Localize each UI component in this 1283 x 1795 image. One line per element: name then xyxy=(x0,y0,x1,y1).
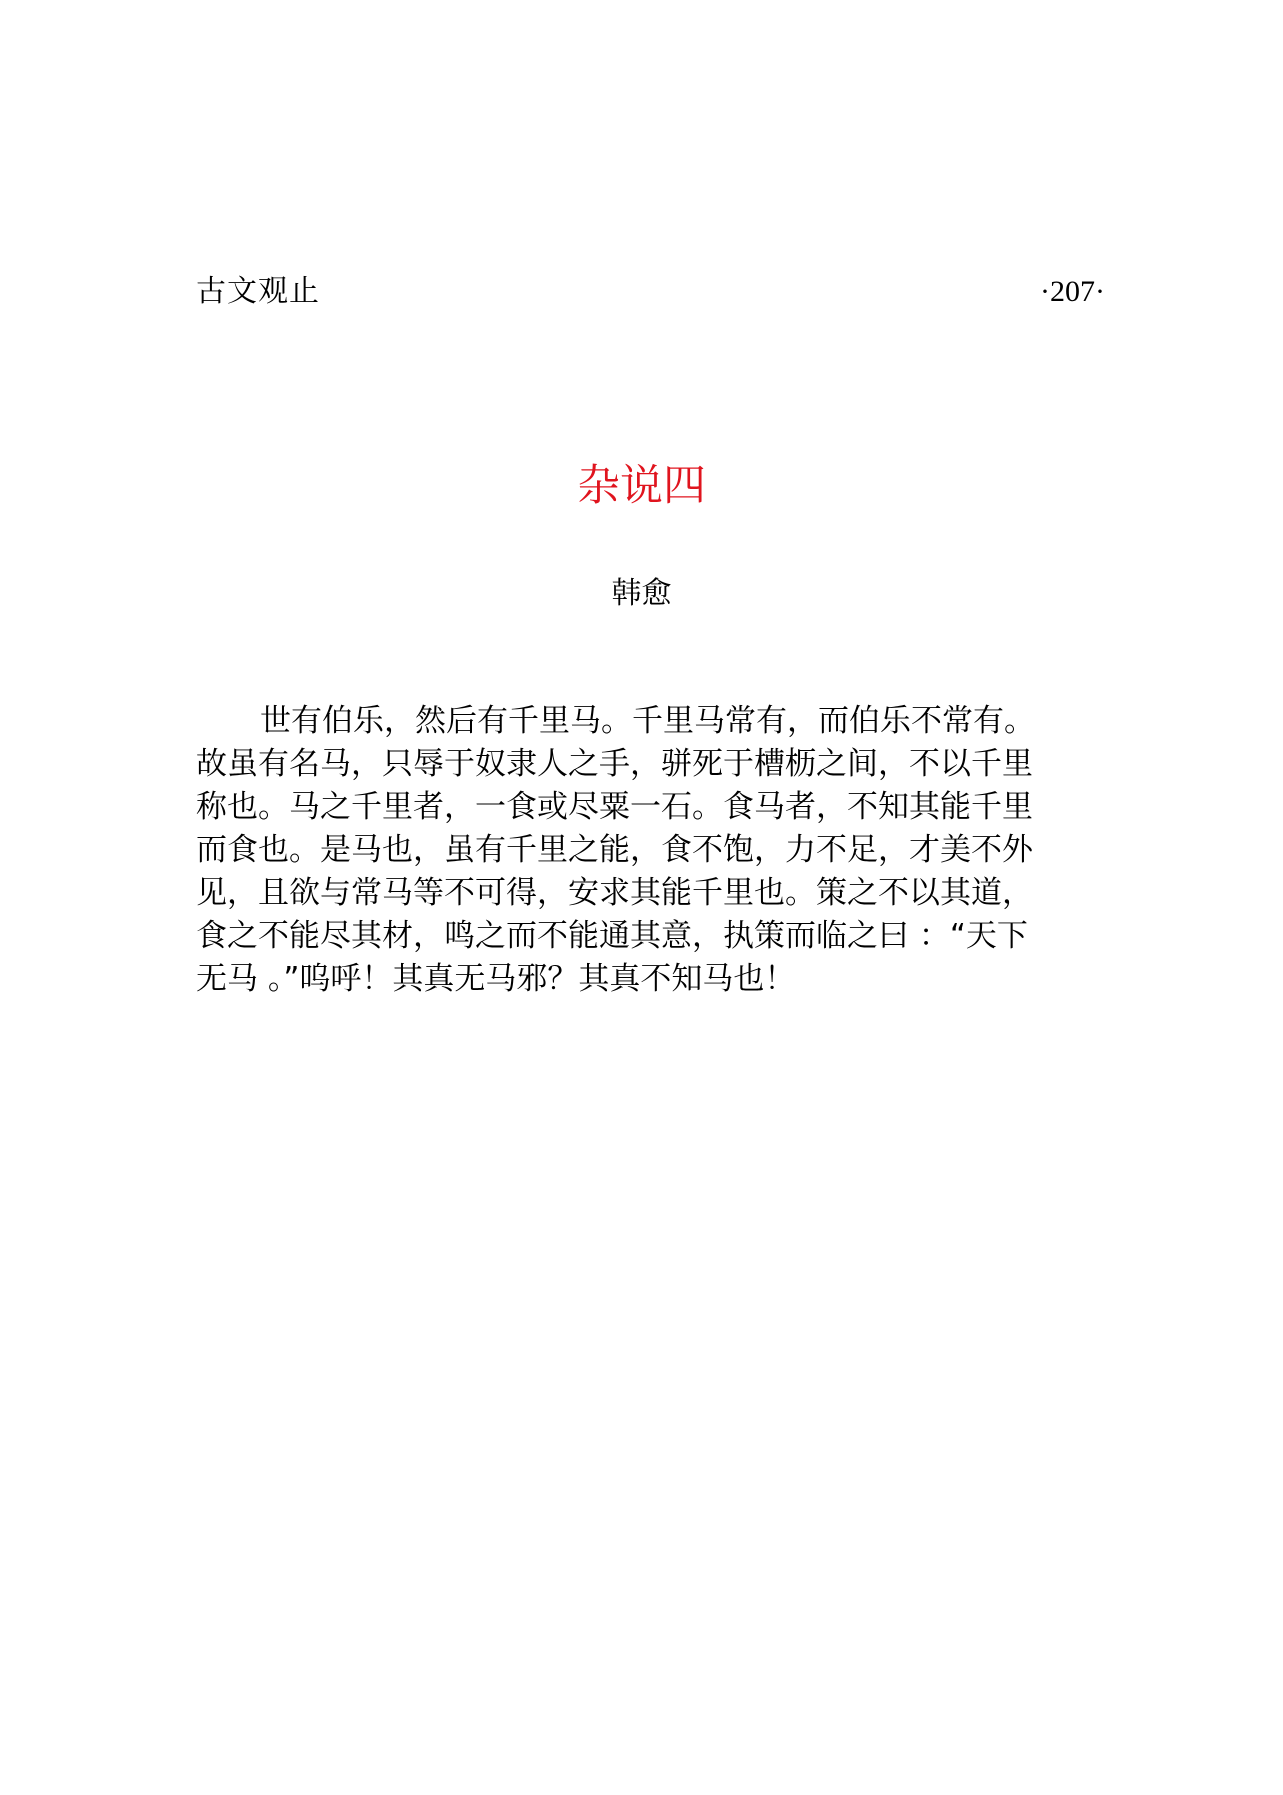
article-author: 韩愈 xyxy=(611,576,672,611)
page-number: ·207· xyxy=(1040,275,1105,308)
body-line: 食之不能尽其材，鸣之而不能通其意，执策而临之曰 ：“天下 xyxy=(196,918,1028,954)
running-header-book-title: 古文观止 xyxy=(196,274,320,309)
article-body xyxy=(196,700,1096,1001)
body-line: 无马 。”呜呼！其真无马邪？其真不知马也！ xyxy=(196,961,796,997)
body-line: 而食也。是马也，虽有千里之能，食不饱，力不足，才美不外 xyxy=(196,832,1033,868)
article-title: 杂说四 xyxy=(577,461,706,511)
body-line: 世有伯乐，然后有千里马。千里马常有，而伯乐不常有。 xyxy=(260,703,1035,739)
body-line: 故虽有名马，只辱于奴隶人之手，骈死于槽枥之间，不以千里 xyxy=(196,746,1033,782)
body-line: 见，且欲与常马等不可得，安求其能千里也。策之不以其道， xyxy=(196,875,1033,911)
body-line: 称也。马之千里者，一食或尽粟一石。食马者，不知其能千里 xyxy=(196,789,1033,825)
